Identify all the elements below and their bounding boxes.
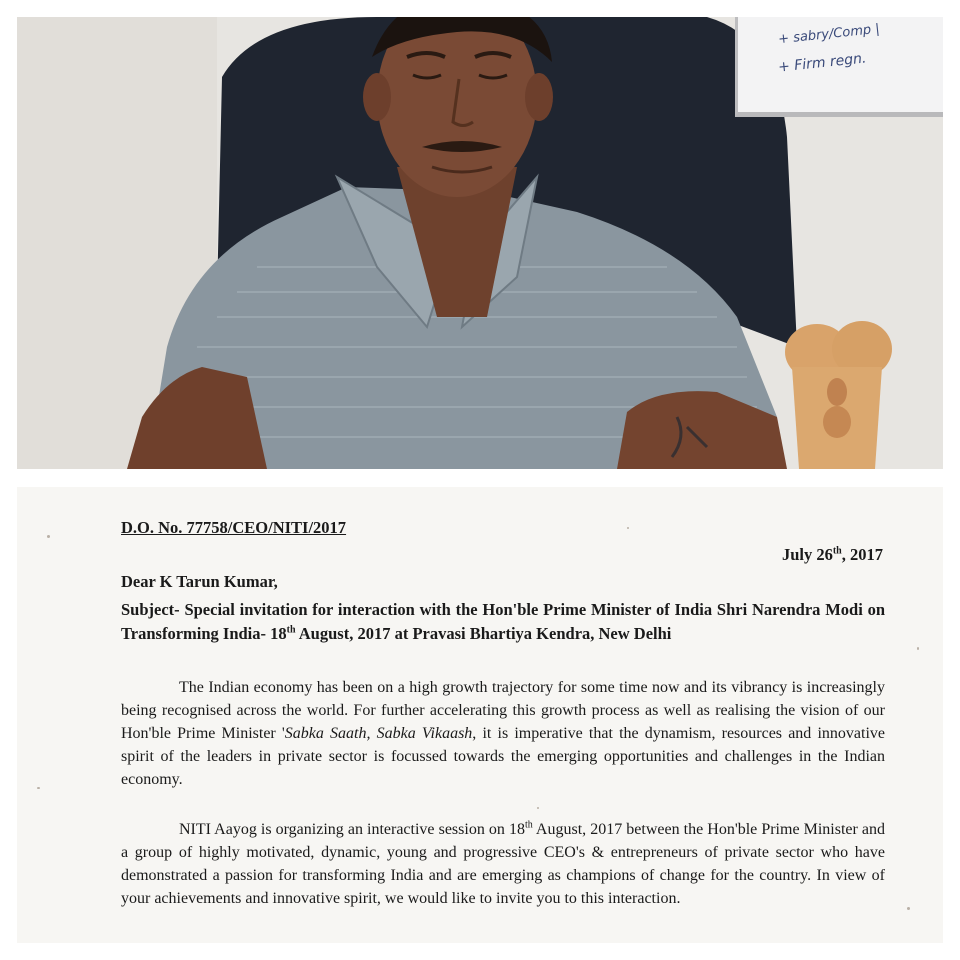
reference-number: D.O. No. 77758/CEO/NITI/2017 <box>121 518 347 537</box>
letter-date: July 26th, 2017 <box>781 545 883 564</box>
salutation: Dear K Tarun Kumar, <box>121 572 278 591</box>
subject-line: Subject- Special invitation for interaction with the Hon'ble Prime Minister of India Shri Narendra Modi on Transforming India- 18th August, 2017 at Pravasi Bhartiya Kendra, New Delhi <box>121 600 885 643</box>
portrait-photo <box>17 17 943 469</box>
emblem <box>785 321 892 469</box>
invitation-letter <box>17 487 943 943</box>
whiteboard-line: + sabry/Comp | <box>777 21 881 48</box>
whiteboard-line: + Firm regn. <box>777 50 868 76</box>
whiteboard <box>735 17 943 117</box>
paragraph-2: NITI Aayog is organizing an interactive session on 18th August, 2017 between the Hon'ble Prime Minister and a group of highly motivated, dynamic, young and progressive CEO's & entrepreneurs of private sector who have demonstrated a passion for transforming India and are emerging as champions of change for the country. In view of your achievements and innovative spirit, we would like to invite you to this interaction. <box>121 819 885 907</box>
paragraph-1: The Indian economy has been on a high growth trajectory for some time now and its vibrancy is increasingly being recognised across the world. For further accelerating this growth process as well as realising the vision of our Hon'ble Prime Minister 'Sabka Saath, Sabka Vikaash, it is imperative that the dynamism, resources and innovative spirit of the leaders in private sector is focussed towards the emerging opportunities and challenges in the Indian economy. <box>121 679 885 788</box>
